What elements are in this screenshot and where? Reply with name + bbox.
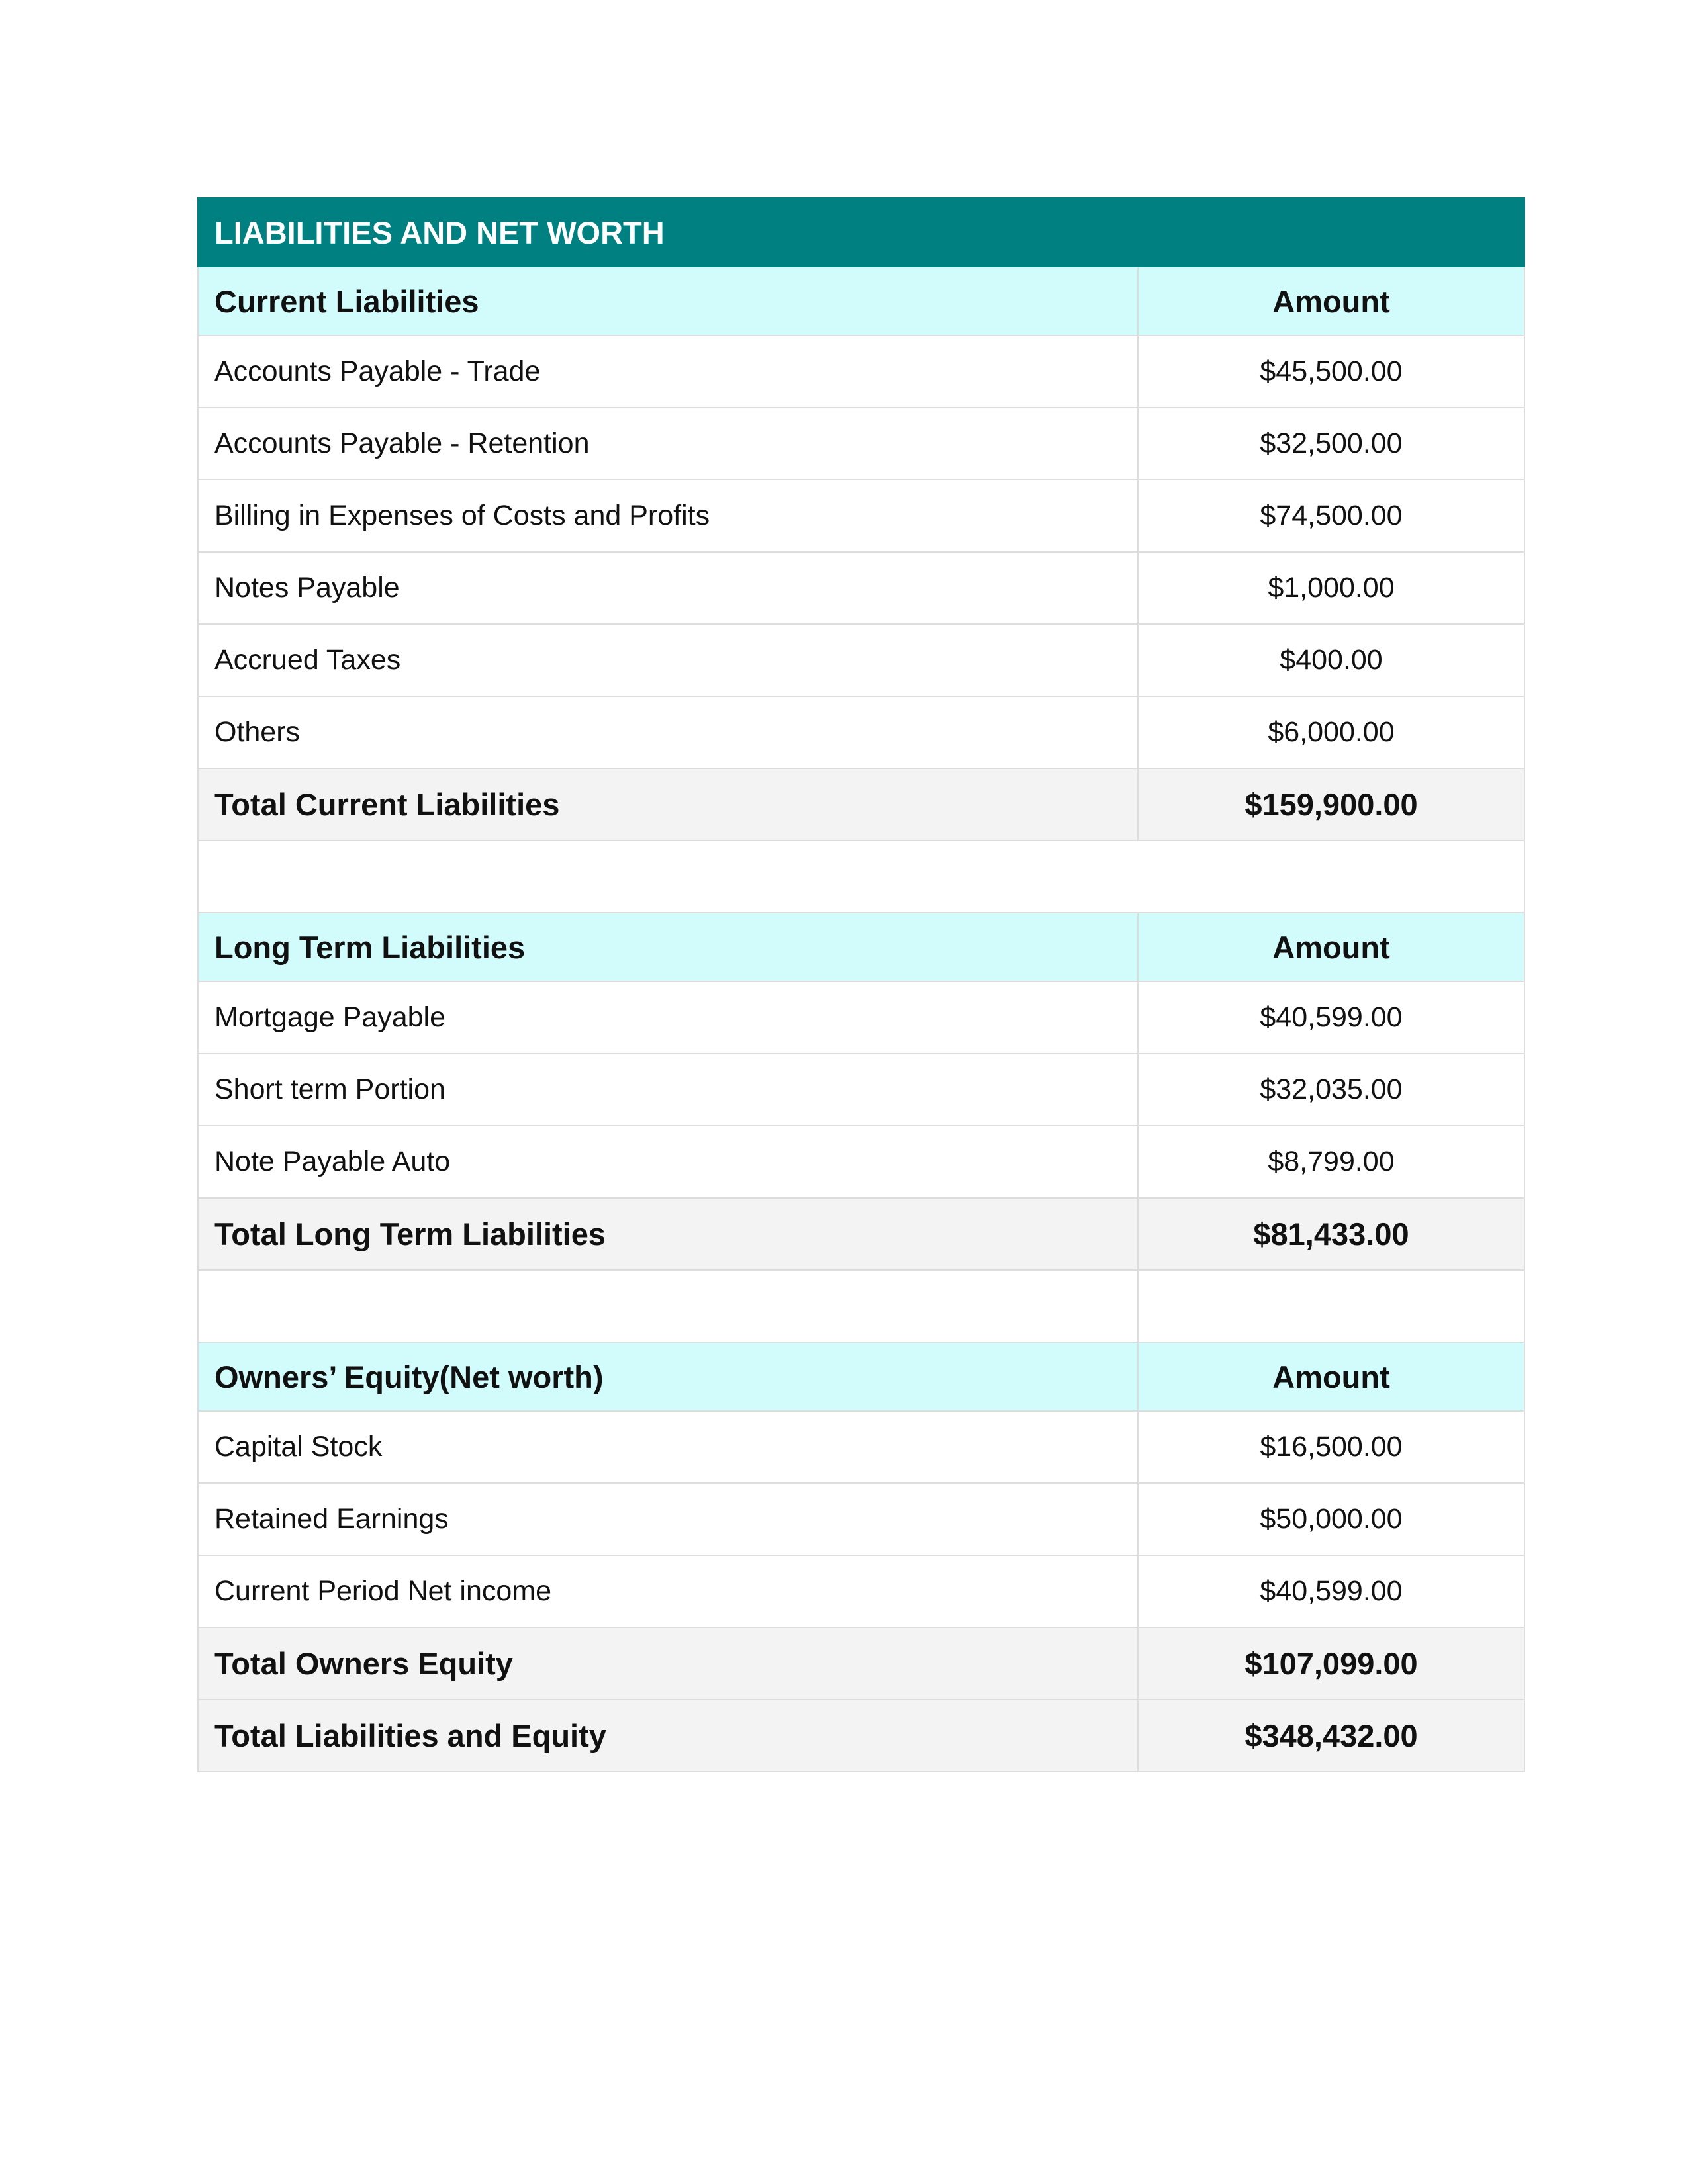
total-label: Total Long Term Liabilities (198, 1198, 1138, 1270)
table-row (198, 336, 1524, 408)
grand-total-label: Total Liabilities and Equity (198, 1700, 1138, 1772)
spacer-cell (1138, 1270, 1524, 1342)
row-label: Capital Stock (198, 1411, 1138, 1483)
table-row (198, 480, 1524, 552)
row-amount: $32,035.00 (1138, 1054, 1524, 1126)
table-title-row (198, 198, 1524, 267)
row-amount: $32,500.00 (1138, 408, 1524, 480)
total-label: Total Current Liabilities (198, 768, 1138, 841)
row-label: Accrued Taxes (198, 624, 1138, 696)
total-amount: $81,433.00 (1138, 1198, 1524, 1270)
row-amount: $40,599.00 (1138, 1555, 1524, 1627)
amount-column-header: Amount (1138, 1342, 1524, 1411)
row-amount: $74,500.00 (1138, 480, 1524, 552)
total-row-current-liabilities (198, 768, 1524, 841)
row-label: Retained Earnings (198, 1483, 1138, 1555)
row-label: Short term Portion (198, 1054, 1138, 1126)
table-row (198, 1555, 1524, 1627)
table-row (198, 1126, 1524, 1198)
row-label: Note Payable Auto (198, 1126, 1138, 1198)
table-row (198, 624, 1524, 696)
row-amount: $1,000.00 (1138, 552, 1524, 624)
table-row (198, 981, 1524, 1054)
total-label: Total Owners Equity (198, 1627, 1138, 1700)
grand-total-amount: $348,432.00 (1138, 1700, 1524, 1772)
row-amount: $6,000.00 (1138, 696, 1524, 768)
row-label: Billing in Expenses of Costs and Profits (198, 480, 1138, 552)
section-heading: Long Term Liabilities (198, 913, 1138, 981)
row-amount: $45,500.00 (1138, 336, 1524, 408)
row-amount: $8,799.00 (1138, 1126, 1524, 1198)
row-label: Mortgage Payable (198, 981, 1138, 1054)
section-heading: Owners’ Equity(Net worth) (198, 1342, 1138, 1411)
row-amount: $50,000.00 (1138, 1483, 1524, 1555)
row-amount: $16,500.00 (1138, 1411, 1524, 1483)
balance-sheet (197, 197, 1524, 1772)
section-header-current-liabilities (198, 267, 1524, 336)
table-title: LIABILITIES AND NET WORTH (198, 198, 1524, 267)
spacer-cell (198, 1270, 1138, 1342)
row-label: Current Period Net income (198, 1555, 1138, 1627)
spacer-cell (198, 841, 1524, 913)
total-amount: $159,900.00 (1138, 768, 1524, 841)
total-amount: $107,099.00 (1138, 1627, 1524, 1700)
row-amount: $400.00 (1138, 624, 1524, 696)
row-label: Notes Payable (198, 552, 1138, 624)
table-row (198, 696, 1524, 768)
total-row-owners-equity (198, 1627, 1524, 1700)
section-header-long-term-liabilities (198, 913, 1524, 981)
row-label: Accounts Payable - Retention (198, 408, 1138, 480)
row-amount: $40,599.00 (1138, 981, 1524, 1054)
section-heading: Current Liabilities (198, 267, 1138, 336)
liabilities-table (197, 197, 1525, 1772)
table-row (198, 1054, 1524, 1126)
amount-column-header: Amount (1138, 267, 1524, 336)
row-label: Accounts Payable - Trade (198, 336, 1138, 408)
table-row (198, 1411, 1524, 1483)
total-row-long-term-liabilities (198, 1198, 1524, 1270)
spacer-row (198, 1270, 1524, 1342)
grand-total-row (198, 1700, 1524, 1772)
section-header-owners-equity (198, 1342, 1524, 1411)
amount-column-header: Amount (1138, 913, 1524, 981)
row-label: Others (198, 696, 1138, 768)
table-row (198, 552, 1524, 624)
table-row (198, 408, 1524, 480)
spacer-row (198, 841, 1524, 913)
table-row (198, 1483, 1524, 1555)
